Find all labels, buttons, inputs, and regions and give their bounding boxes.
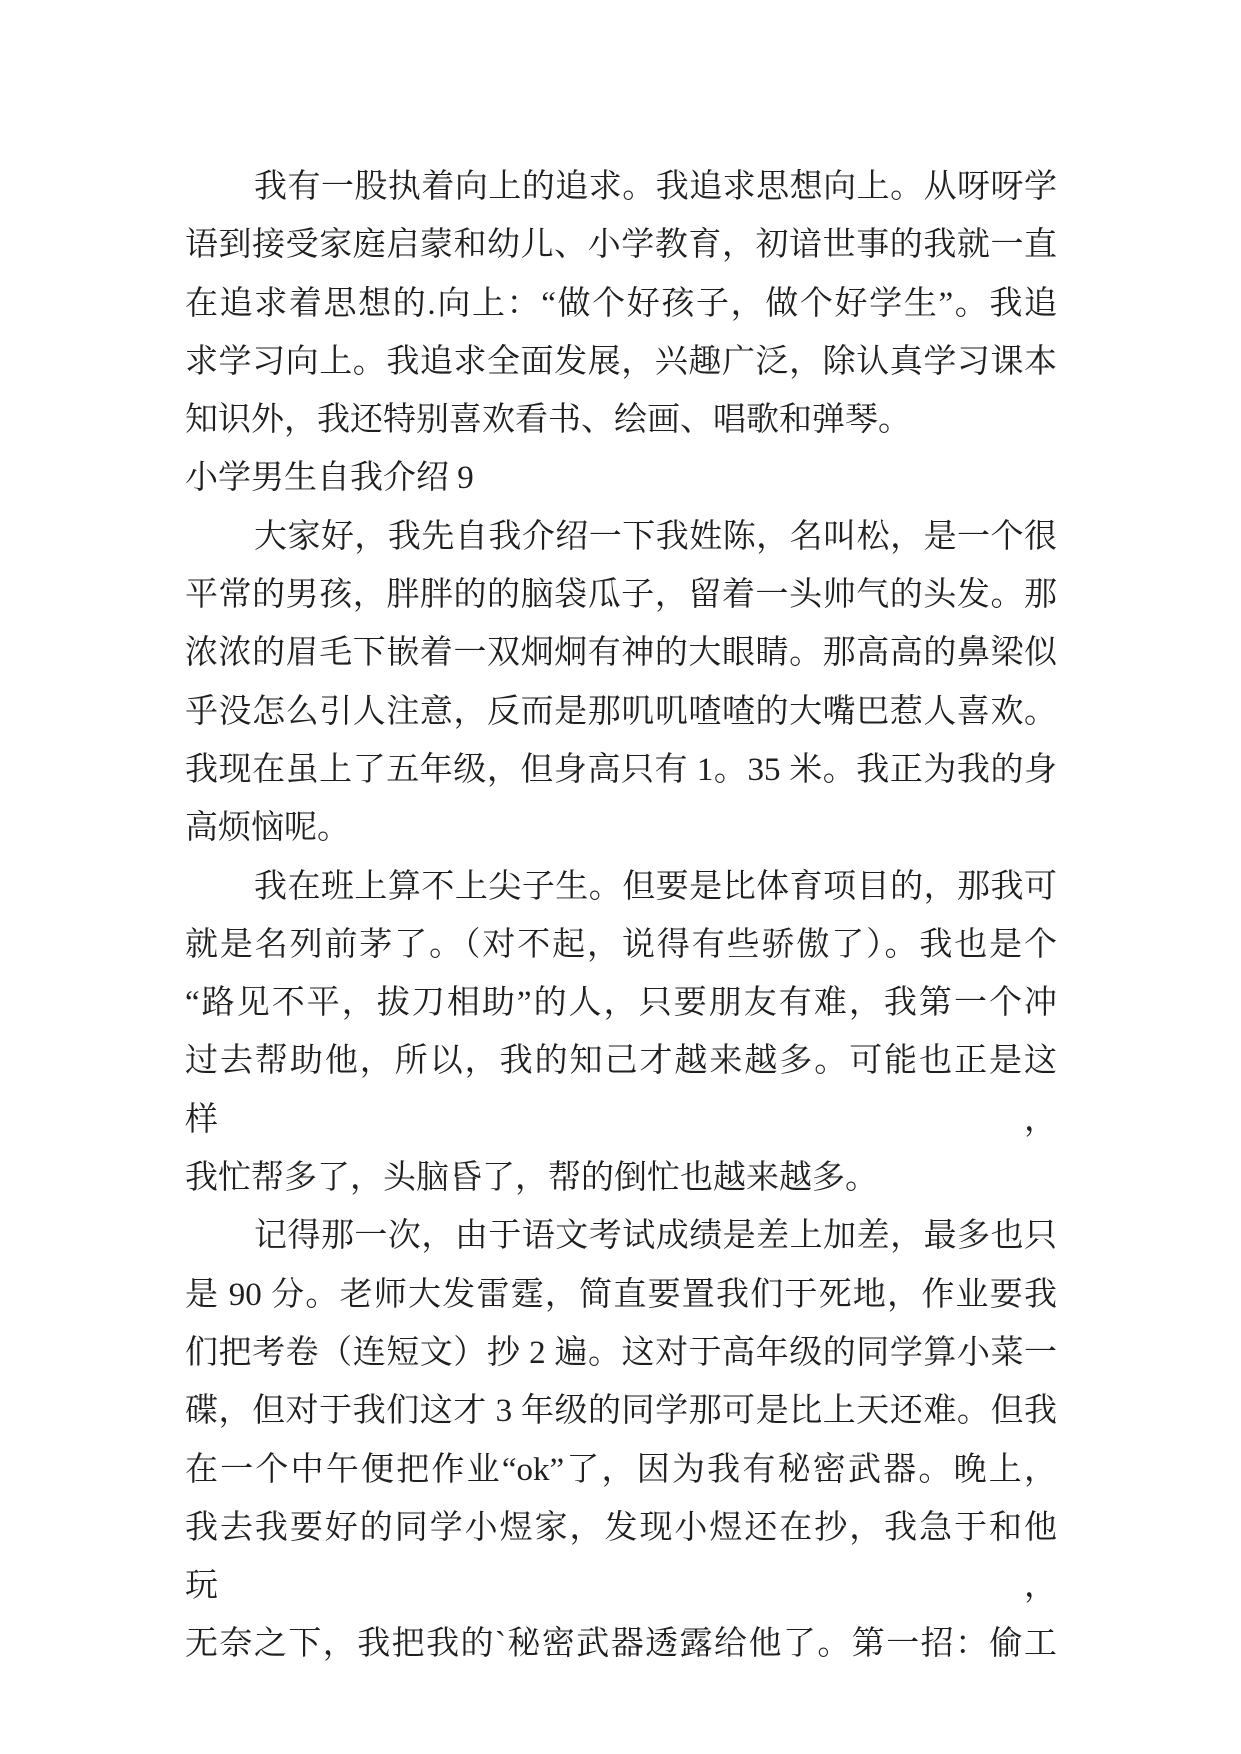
text-line: 求学习向上。我追求全面发展，兴趣广泛，除认真学习课本 <box>185 343 1057 380</box>
text-line: 我去我要好的同学小煜家，发现小煜还在抄，我急于和他玩， <box>185 1509 1057 1605</box>
text-line: 平常的男孩，胖胖的的脑袋瓜子，留着一头帅气的头发。那 <box>185 577 1057 614</box>
text-line: 大家好，我先自我介绍一下我姓陈，名叫松，是一个很 <box>254 518 1057 555</box>
text-line: 碟，但对于我们这才 3 年级的同学那可是比上天还难。但我 <box>185 1393 1057 1430</box>
text-line: 我忙帮多了，头脑昏了，帮的倒忙也越来越多。 <box>185 1160 878 1197</box>
text-line: 乎没怎么引人注意，反而是那叽叽喳喳的大嘴巴惹人喜欢。 <box>185 693 1057 730</box>
text-line: 过去帮助他，所以，我的知己才越来越多。可能也正是这样， <box>185 1043 1057 1138</box>
text-line: 在追求着思想的.向上：“做个好孩子，做个好学生”。我追 <box>185 285 1057 322</box>
text-line: 无奈之下，我把我的`秘密武器透露给他了。第一招：偷工 <box>185 1626 1057 1663</box>
text-line: 们把考卷（连短文）抄 2 遍。这对于高年级的同学算小菜一 <box>185 1334 1057 1371</box>
text-line: 高烦恼呢。 <box>185 810 350 847</box>
text-line: 我现在虽上了五年级，但身高只有 1。35 米。我正为我的身 <box>185 751 1057 788</box>
text-line: 在一个中午便把作业“ok”了，因为我有秘密武器。晚上， <box>185 1451 1057 1488</box>
text-line: 语到接受家庭启蒙和幼儿、小学教育，初谙世事的我就一直 <box>185 227 1057 264</box>
text-line: 就是名列前茅了。（对不起，说得有些骄傲了）。我也是个 <box>185 926 1057 963</box>
text-line: 我在班上算不上尖子生。但要是比体育项目的，那我可 <box>254 868 1057 905</box>
text-line: 知识外，我还特别喜欢看书、绘画、唱歌和弹琴。 <box>185 402 911 439</box>
document-text-column <box>185 158 1057 1674</box>
text-line: 是 90 分。老师大发雷霆，简直要置我们于死地，作业要我 <box>185 1276 1057 1313</box>
text-line: 记得那一次，由于语文考试成绩是差上加差，最多也只 <box>254 1218 1057 1255</box>
text-line: 浓浓的眉毛下嵌着一双炯炯有神的大眼睛。那高高的鼻梁似 <box>185 635 1057 672</box>
text-line: “路见不平，拔刀相助”的人，只要朋友有难，我第一个冲 <box>185 985 1057 1022</box>
text-line: 我有一股执着向上的追求。我追求思想向上。从呀呀学 <box>254 169 1057 205</box>
section-heading: 小学男生自我介绍 9 <box>185 460 474 497</box>
